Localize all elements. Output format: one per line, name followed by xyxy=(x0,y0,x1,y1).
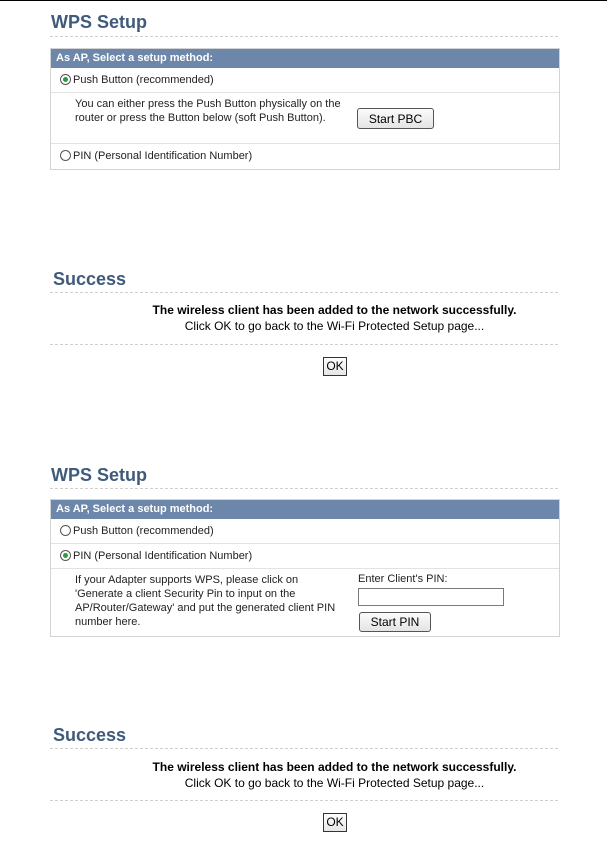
success-title: Success xyxy=(53,269,127,289)
wps-pbc-panel xyxy=(50,48,560,170)
pin-radio[interactable] xyxy=(60,150,71,161)
divider xyxy=(50,488,558,489)
push-button-option[interactable] xyxy=(51,68,559,92)
push-button-radio[interactable] xyxy=(60,74,71,85)
success-instruction: Click OK to go back to the Wi-Fi Protected Setup page... xyxy=(184,776,485,790)
panel-header: As AP, Select a setup method: xyxy=(51,49,559,68)
top-border xyxy=(0,0,607,1)
client-pin-input[interactable] xyxy=(358,588,504,606)
ok-button[interactable]: OK xyxy=(323,813,347,832)
push-button-option[interactable] xyxy=(51,519,559,543)
divider xyxy=(50,748,558,749)
success-message: The wireless client has been added to the network successfully. xyxy=(152,760,517,774)
pin-radio[interactable] xyxy=(60,550,71,561)
pin-option[interactable] xyxy=(51,143,559,168)
divider xyxy=(50,800,558,801)
pin-label: PIN (Personal Identification Number) xyxy=(73,550,253,562)
success-title: Success xyxy=(53,725,127,745)
pin-option[interactable] xyxy=(51,543,559,568)
pin-detail-row xyxy=(51,568,559,633)
start-pbc-button[interactable]: Start PBC xyxy=(357,108,434,129)
success-message: The wireless client has been added to the network successfully. xyxy=(152,303,517,317)
push-button-detail-row xyxy=(51,92,559,143)
start-pin-button[interactable]: Start PIN xyxy=(359,612,431,632)
push-button-label: Push Button (recommended) xyxy=(73,525,214,537)
divider xyxy=(50,292,558,293)
pin-description: If your Adapter supports WPS, please click on 'Generate a client Security Pin to input on the AP/Router/Gateway' and put the generated client PIN number here. xyxy=(75,574,336,628)
panel-header: As AP, Select a setup method: xyxy=(51,500,559,519)
wps-pin-panel xyxy=(50,499,560,637)
pin-label: PIN (Personal Identification Number) xyxy=(73,150,253,162)
push-button-radio[interactable] xyxy=(60,525,71,536)
push-button-label: Push Button (recommended) xyxy=(73,74,214,86)
wps-setup-title: WPS Setup xyxy=(51,465,148,485)
success-instruction: Click OK to go back to the Wi-Fi Protected Setup page... xyxy=(184,319,485,333)
enter-pin-label: Enter Client's PIN: xyxy=(358,573,448,585)
divider xyxy=(50,344,558,345)
wps-setup-title: WPS Setup xyxy=(51,12,148,32)
ok-button[interactable]: OK xyxy=(323,357,347,376)
divider xyxy=(50,36,558,37)
push-button-description: You can either press the Push Button physically on the router or press the Button below (soft Push Button). xyxy=(75,98,341,124)
